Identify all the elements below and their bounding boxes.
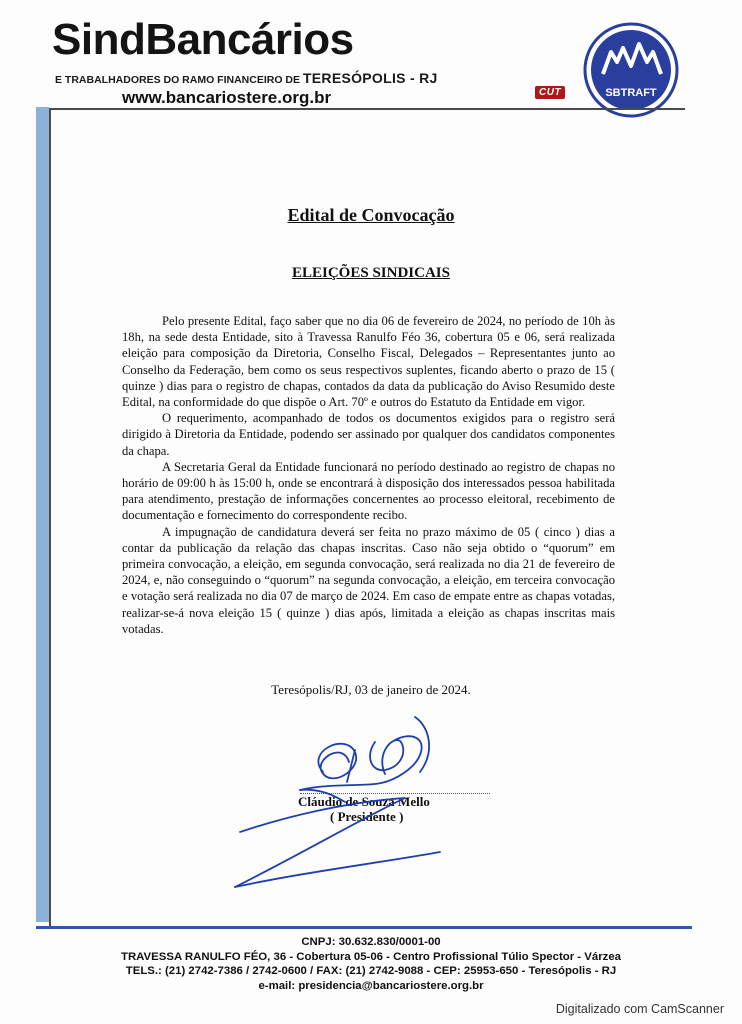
place-date: Teresópolis/RJ, 03 de janeiro de 2024. <box>271 682 471 697</box>
footer-address: TRAVESSA RANULFO FÉO, 36 - Cobertura 05-06 - Centro Profissional Túlio Spector - Várzea <box>120 951 621 963</box>
subtitle-city: TERESÓPOLIS - RJ <box>302 70 438 86</box>
brand-name: SindBancários <box>52 15 354 64</box>
cut-badge: CUT <box>535 86 565 99</box>
footer-cnpj: CNPJ: 30.632.830/0001-00 <box>301 936 441 948</box>
signer-name: Cláudio de Souza Mello <box>298 794 430 809</box>
frame-top-line <box>49 108 685 110</box>
paragraph-4: A impugnação de candidatura deverá ser feita no prazo máximo de 05 ( cinco ) dias a contar da publicação da relação das chapas inscritas. Caso não seja obtido o “quorum” em primeira convocação, a eleição, em segunda convocação, será realizada no dia 21 de fevereiro de 2024, e, não conseguindo o “quorum” na segunda convocação, a eleição, em terceira convocação e votação será realizada no dia 07 de março de 2024. Em caso de empate entre as chapas votadas, realizar-se-á nova eleição 15 ( quinze ) dias após, limitada a eleição as chapas inscritas mais votadas. <box>122 524 615 636</box>
paragraph-2: O requerimento, acompanhado de todos os documentos exigidos para o registro será dirigido à Diretoria da Entidade, podendo ser assinado por qualquer dos candidatos componentes da chapa. <box>122 411 615 458</box>
footer-email: e-mail: presidencia@bancariostere.org.br <box>258 980 484 992</box>
handwritten-signature-icon <box>225 712 455 897</box>
decorative-blue-bar <box>36 107 49 922</box>
sbtraft-logo-icon <box>583 22 679 118</box>
scanner-watermark: Digitalizado com CamScanner <box>555 1002 724 1016</box>
brand-subtitle <box>55 70 438 86</box>
document-subtitle: ELEIÇÕES SINDICAIS <box>292 265 450 281</box>
signer-role: ( Presidente ) <box>330 809 404 824</box>
frame-left-line <box>49 108 51 928</box>
document-body <box>122 313 615 637</box>
website-link: www.bancariostere.org.br <box>122 88 332 107</box>
paragraph-1: Pelo presente Edital, faço saber que no dia 06 de fevereiro de 2024, no período de 10h às 18h, na sede desta Entidade, sito à Travessa Ranulfo Féo 36, cobertura 05 e 06, será realizada eleição para composição da Diretoria, Conselho Fiscal, Delegados – Representantes junto ao Conselho da Federação, bem como os seus respectivos suplentes, ficando aberto o prazo de 15 ( quinze ) dias para o registro de chapas, contados da data da publicação do Aviso Resumido deste Edital, na conformidade do que dispõe o Art. 70º e outros do Estatuto da Entidade em vigor. <box>122 314 615 410</box>
logo-label: SBTRAFT <box>605 87 657 99</box>
document-title: Edital de Convocação <box>287 205 455 225</box>
subtitle-prefix: E TRABALHADORES DO RAMO FINANCEIRO DE <box>55 74 303 86</box>
paragraph-3: A Secretaria Geral da Entidade funcionará no período destinado ao registro de chapas no horário de 09:00 h às 15:00 h, onde se encontrará à disposição dos interessados pessoa habilitada para atendimento, prestação de informações concernentes ao processo eleitoral, recebimento de documentação e fornecimento do correspondente recibo. <box>122 459 615 523</box>
frame-bottom-line <box>36 926 692 929</box>
footer-phones: TELS.: (21) 2742-7386 / 2742-0600 / FAX: (21) 2742-9088 - CEP: 25953-650 - Teresópolis - RJ <box>125 965 617 977</box>
